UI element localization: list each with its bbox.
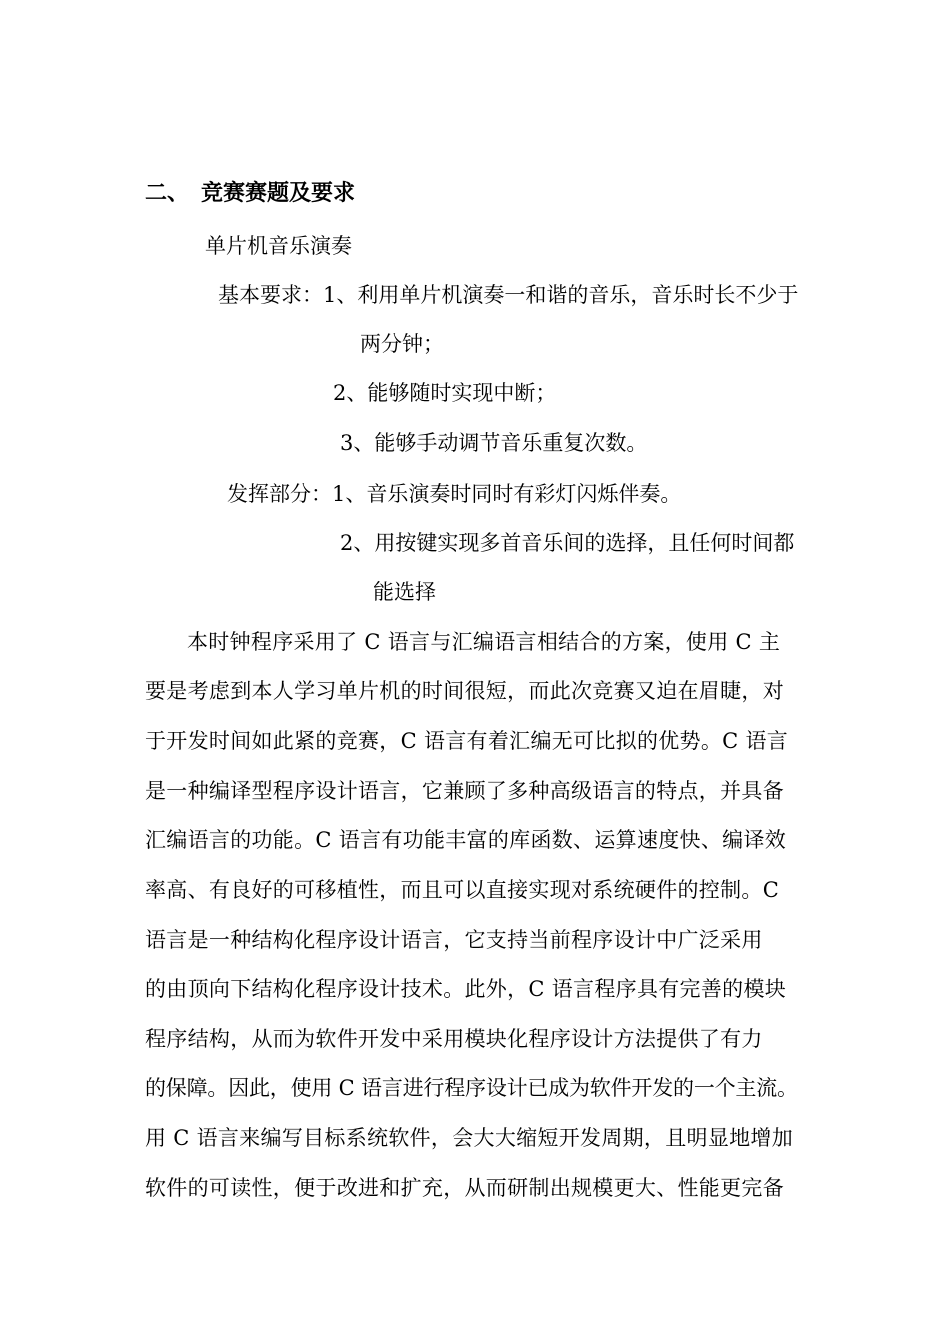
- body-paragraph-line: 是一种编译型程序设计语言，它兼顾了多种高级语言的特点，并具备: [145, 779, 784, 803]
- extended-part-line-1: [227, 480, 681, 508]
- topic-title: 单片机音乐演奏: [205, 234, 352, 258]
- extended-part-item: 1、音乐演奏时同时有彩灯闪烁伴奏。: [332, 482, 682, 506]
- body-paragraph-line: 程序结构，从而为软件开发中采用模块化程序设计方法提供了有力: [145, 1027, 763, 1051]
- body-paragraph-line: 语言是一种结构化程序设计语言，它支持当前程序设计中广泛采用: [145, 928, 763, 952]
- basic-requirements-label: 基本要求：: [218, 283, 323, 307]
- body-paragraph-line: 要是考虑到本人学习单片机的时间很短，而此次竞赛又迫在眉睫，对: [145, 679, 784, 703]
- body-paragraph-line: 率高、有良好的可移植性，而且可以直接实现对系统硬件的控制。C: [145, 878, 780, 902]
- section-number: 二、: [145, 180, 190, 206]
- basic-requirement-item: 两分钟；: [360, 332, 444, 356]
- body-paragraph-line: 的保障。因此，使用 C 语言进行程序设计已成为软件开发的一个主流。: [145, 1076, 798, 1100]
- extended-part-item: 能选择: [373, 580, 436, 604]
- section-heading: [145, 178, 355, 208]
- body-paragraph-line: 的由顶向下结构化程序设计技术。此外，C 语言程序具有完善的模块: [145, 977, 787, 1001]
- body-paragraph-line: 汇编语言的功能。C 语言有功能丰富的库函数、运算速度快、编译效: [145, 828, 787, 852]
- body-paragraph-line: 软件的可读性，便于改进和扩充，从而研制出规模更大、性能更完备: [145, 1176, 784, 1200]
- basic-requirements-line-1: [218, 281, 798, 309]
- body-paragraph-line: 本时钟程序采用了 C 语言与汇编语言相结合的方案，使用 C 主: [187, 630, 781, 654]
- section-title: 竞赛赛题及要求: [201, 180, 356, 206]
- basic-requirement-item: 2、能够随时实现中断；: [333, 381, 557, 405]
- extended-part-item: 2、用按键实现多首音乐间的选择，且任何时间都: [340, 531, 795, 555]
- basic-requirement-item: 1、利用单片机演奏一和谐的音乐，音乐时长不少于: [323, 283, 799, 307]
- body-paragraph-line: 用 C 语言来编写目标系统软件，会大大缩短开发周期，且明显地增加: [145, 1126, 794, 1150]
- basic-requirement-item: 3、能够手动调节音乐重复次数。: [340, 431, 648, 455]
- body-paragraph-line: 于开发时间如此紧的竞赛，C 语言有着汇编无可比拟的优势。C 语言: [145, 729, 789, 753]
- extended-part-label: 发挥部分：: [227, 482, 332, 506]
